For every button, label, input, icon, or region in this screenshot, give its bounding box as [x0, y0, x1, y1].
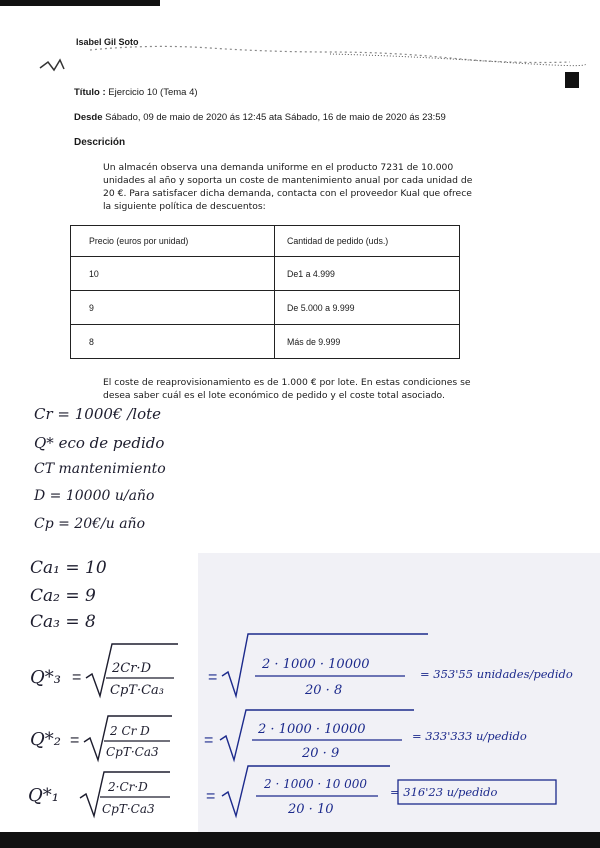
formula-numerator-num: 2 · 1000 · 10000 — [262, 657, 370, 672]
date-range — [74, 112, 446, 123]
description-body: Un almacén observa una demanda uniforme en el producto 7231 de 10.000 unidades al año y soporta un coste de mantenimiento anual por cada unidad de 20 €. Para satisfacer dicha demanda, contacta con el proveedor Kual que ofrece la siguiente política de descuentos: — [103, 162, 473, 212]
handwritten-price: Ca₁ = 10 — [30, 558, 107, 578]
title-label: Título : — [74, 87, 106, 98]
table-row — [71, 291, 460, 325]
description-heading: Descrición — [74, 137, 126, 148]
formula-numerator-num: 2 · 1000 · 10000 — [258, 722, 366, 737]
handwritten-line: Q* eco de pedido — [34, 434, 165, 452]
svg-text:=: = — [204, 732, 214, 749]
formula-q2 — [30, 710, 527, 761]
handwritten-line: Cp = 20€/u año — [34, 516, 146, 532]
svg-text:=: = — [206, 788, 216, 805]
author-name: Isabel Gil Soto — [76, 37, 139, 47]
formula-numerator: 2 Cr D — [110, 724, 150, 738]
formula-result: = 316'23 u/pedido — [390, 785, 498, 799]
formula-numerator: 2Cr·D — [112, 661, 151, 676]
svg-text:=: = — [70, 732, 80, 749]
formula-lhs: Q*₂ — [30, 729, 61, 750]
table-cell-quantity: De 5.000 a 9.999 — [275, 291, 460, 325]
formula-q3 — [30, 634, 573, 698]
bottom-edge-shadow — [0, 832, 600, 848]
table-row — [71, 325, 460, 359]
top-edge-shadow — [0, 0, 160, 6]
handwritten-price: Ca₂ = 9 — [30, 586, 96, 606]
handwritten-line: CT mantenimiento — [34, 461, 166, 477]
exercise-title — [74, 87, 198, 98]
date-label: Desde — [74, 112, 103, 123]
formula-result: = 333'333 u/pedido — [412, 729, 527, 743]
table-header-quantity: Cantidad de pedido (uds.) — [275, 226, 460, 257]
table-cell-price: 9 — [71, 291, 275, 325]
formula-q1 — [28, 766, 556, 817]
formula-denominator: CpT·Ca3 — [106, 745, 159, 759]
formula-denominator-num: 20 · 8 — [305, 683, 343, 698]
formula-numerator-num: 2 · 1000 · 10 000 — [264, 777, 368, 791]
table-header-price: Precio (euros por unidad) — [71, 226, 275, 257]
date-value: Sábado, 09 de maio de 2020 ás 12:45 ata Sábado, 16 de maio de 2020 ás 23:59 — [105, 112, 446, 123]
discount-table — [70, 225, 460, 359]
table-cell-price: 8 — [71, 325, 275, 359]
table-header-row — [71, 226, 460, 257]
formula-lhs: Q*₁ — [28, 785, 59, 806]
table-cell-quantity: Más de 9.999 — [275, 325, 460, 359]
svg-text:=: = — [208, 669, 218, 686]
table-cell-price: 10 — [71, 257, 275, 291]
formula-denominator-num: 20 · 9 — [302, 746, 340, 761]
handwritten-line: Cr = 1000€ /lote — [34, 405, 162, 423]
title-value: Ejercicio 10 (Tema 4) — [108, 87, 198, 98]
formula-denominator: CpT·Ca3 — [102, 802, 155, 816]
table-cell-quantity: De1 a 4.999 — [275, 257, 460, 291]
handwritten-price: Ca₃ = 8 — [30, 612, 96, 632]
svg-text:=: = — [72, 669, 82, 686]
formula-numerator: 2·Cr·D — [108, 780, 148, 794]
formula-denominator: CpT·Ca₃ — [110, 683, 164, 698]
table-row — [71, 257, 460, 291]
formula-denominator-num: 20 · 10 — [288, 802, 334, 817]
formula-result: = 353'55 unidades/pedido — [420, 667, 573, 681]
formula-lhs: Q*₃ — [30, 667, 61, 688]
handwritten-line: D = 10000 u/año — [34, 488, 155, 504]
handwritten-formulas — [0, 620, 600, 830]
closing-text: El coste de reaprovisionamiento es de 1.000 € por lote. En estas condiciones se desea saber cuál es el lote económico de pedido y el coste total asociado. — [103, 377, 471, 401]
